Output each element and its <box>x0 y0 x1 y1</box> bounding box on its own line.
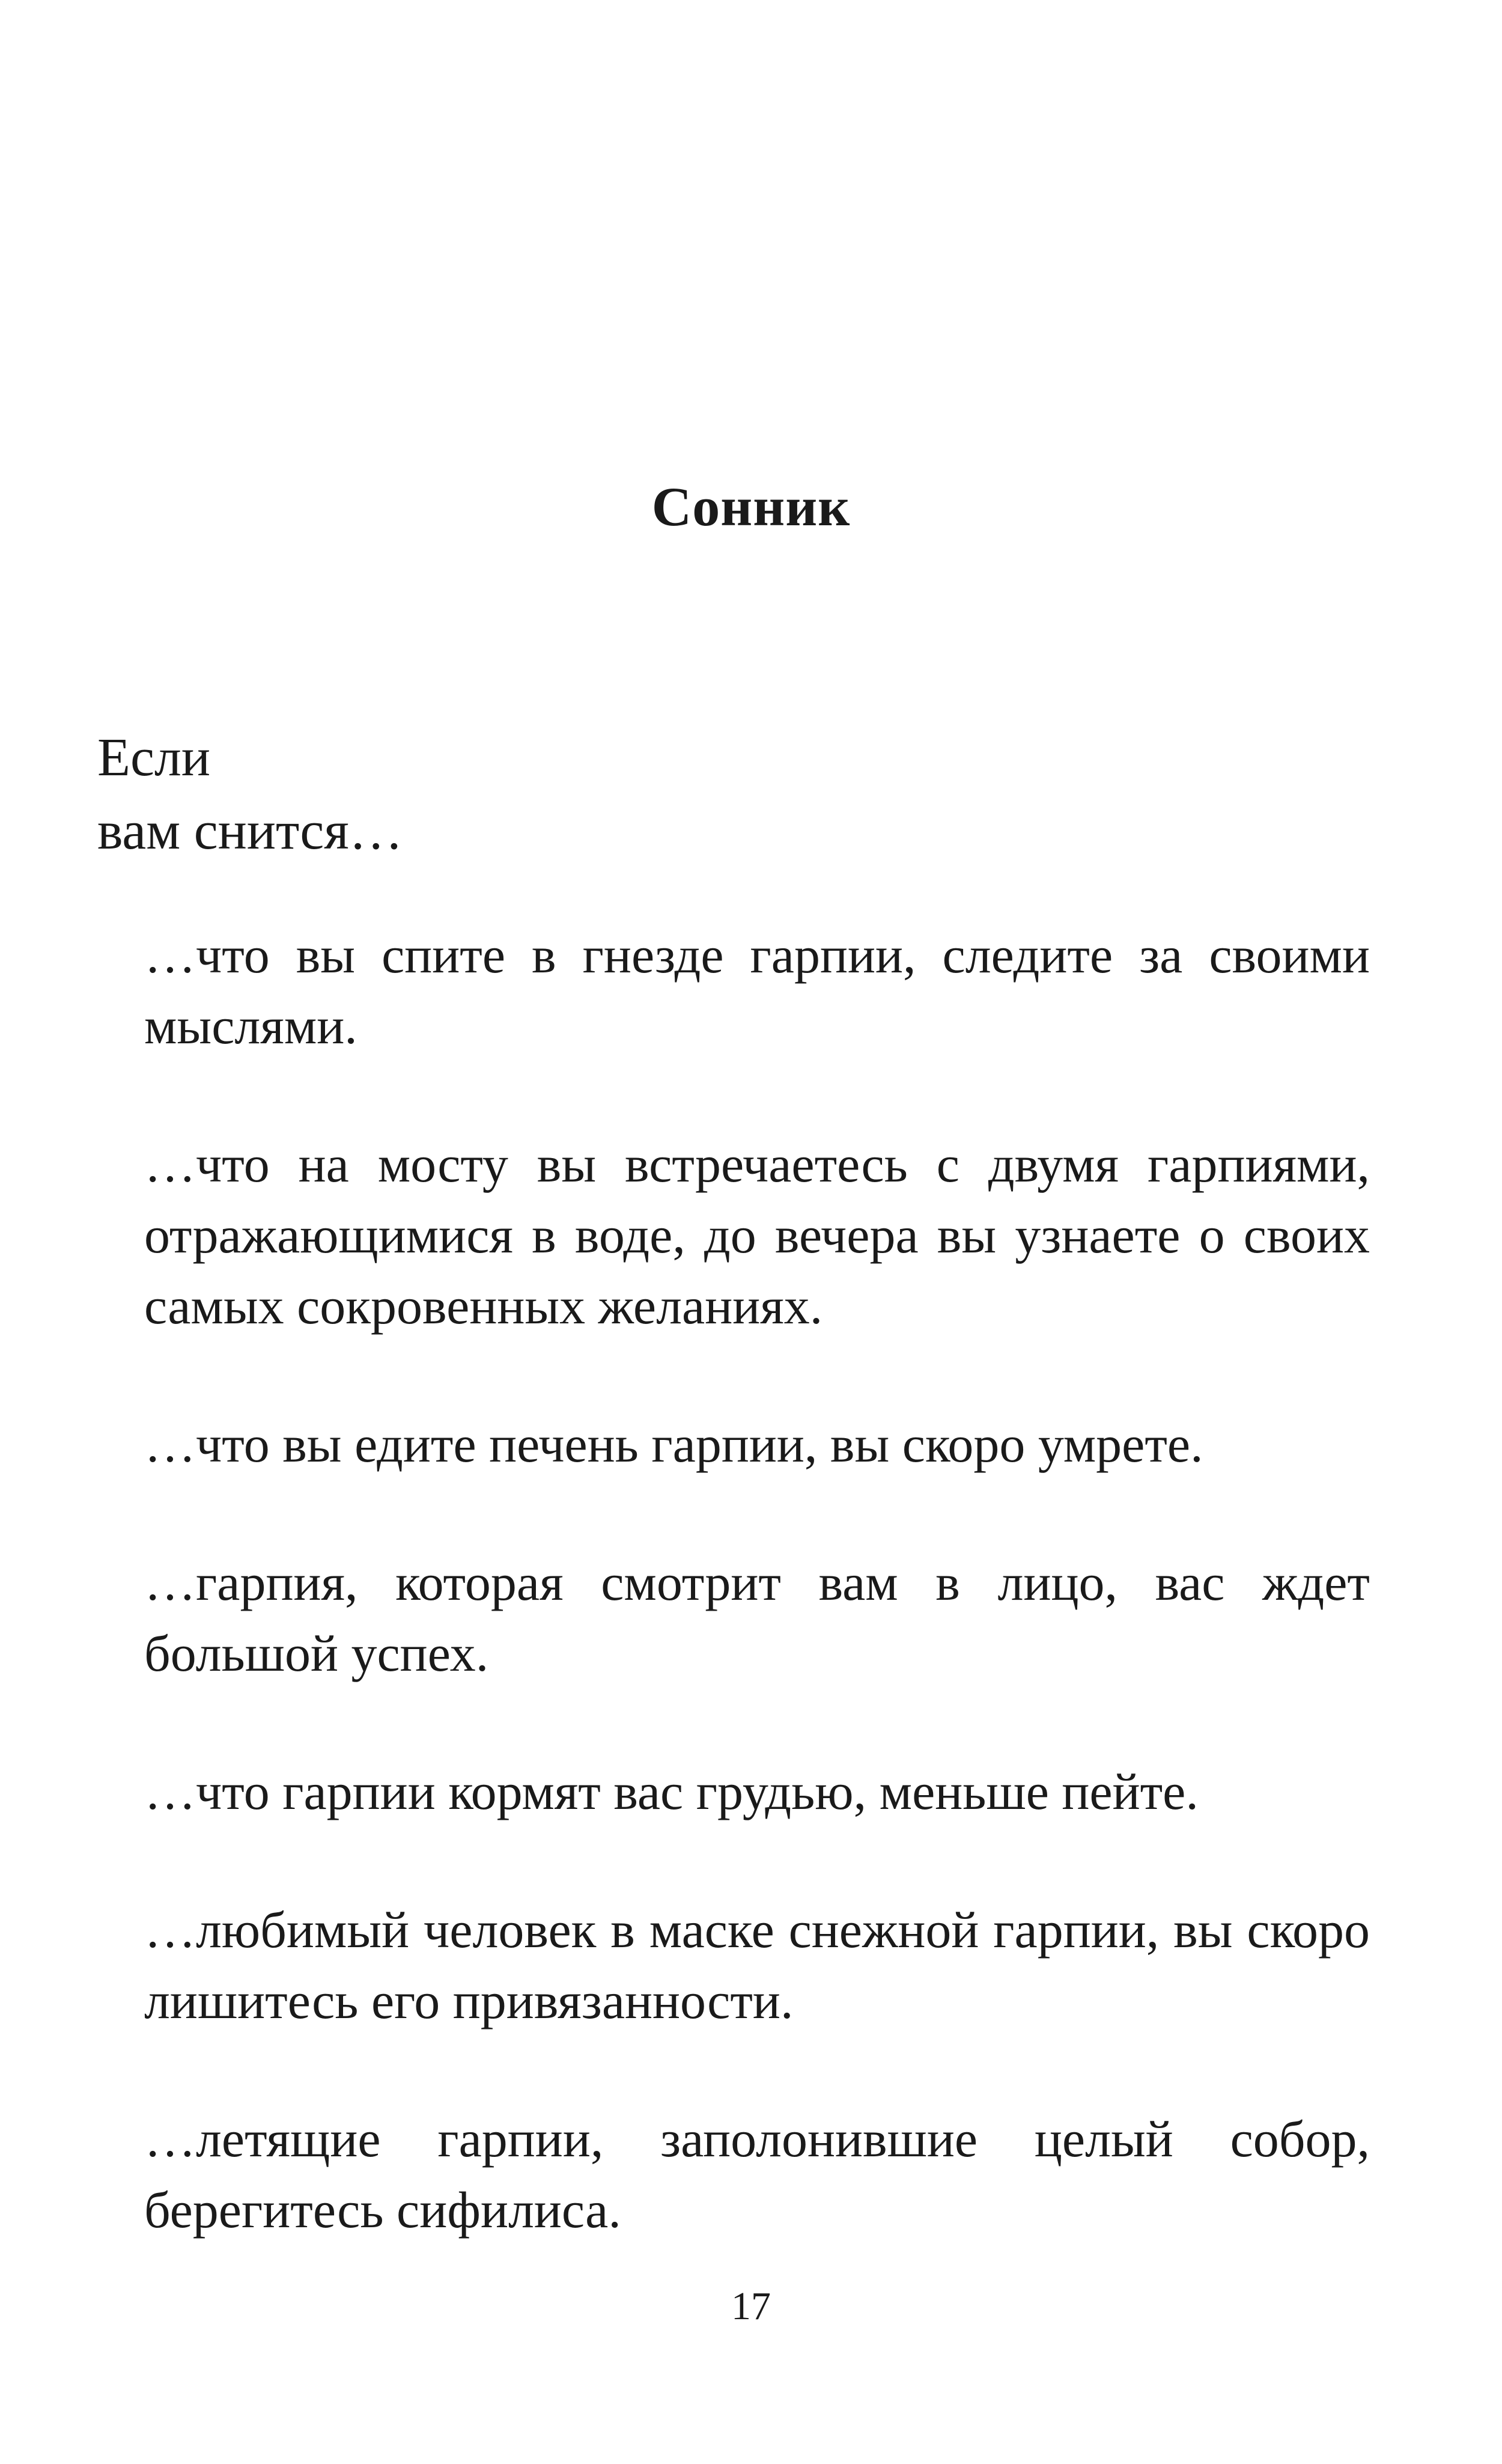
dream-entries-list <box>144 919 1370 2313</box>
intro <box>97 721 403 868</box>
dream-entry: …что гарпии кормят вас грудью, меньше пейте. <box>144 1763 1199 1820</box>
dream-entry: …летящие гарпии, заполонившие целый собор, берегитесь сифилиса. <box>144 2110 1370 2239</box>
dream-entry: …гарпия, которая смотрит вам в лицо, вас ждет большой успех. <box>144 1554 1370 1682</box>
intro-line-2: вам снится… <box>97 801 403 861</box>
page-title: Сонник <box>651 476 851 537</box>
dream-entry: …что вы спите в гнезде гарпии, следите за своими мыслями. <box>144 926 1370 1055</box>
intro-line-1: Если <box>97 728 210 787</box>
page-number: 17 <box>731 2284 771 2328</box>
dream-entry: …что на мосту вы встречаетесь с двумя гарпиями, отражающимися в воде, до вечера вы узнаете о своих самых сокровенных желаниях. <box>144 1135 1370 1335</box>
dream-entry: …что вы едите печень гарпии, вы скоро умрете. <box>144 1415 1203 1473</box>
dream-entry: …любимый человек в маске снежной гарпии, вы скоро лишитесь его привязанности. <box>144 1901 1370 2029</box>
